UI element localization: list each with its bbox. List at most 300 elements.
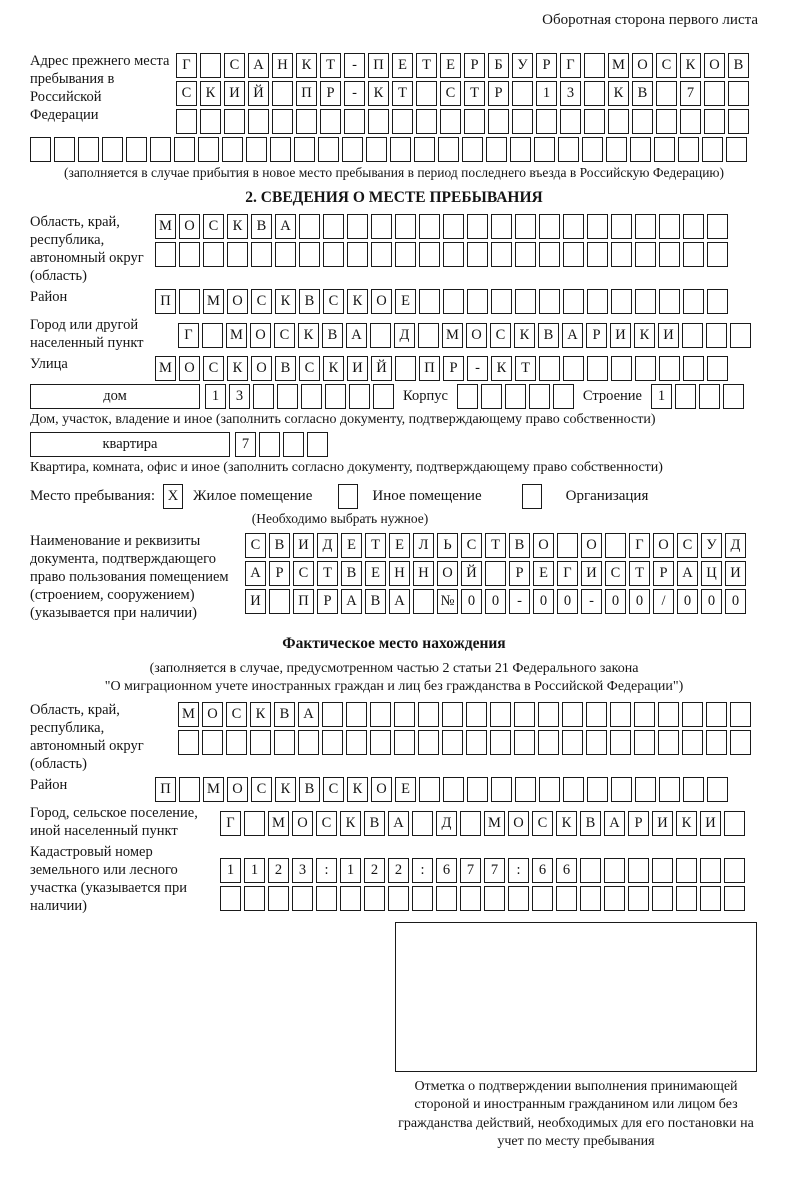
char-cell[interactable]: [606, 137, 627, 162]
char-cell[interactable]: [508, 886, 529, 911]
char-cell[interactable]: О: [251, 356, 272, 381]
char-cell[interactable]: [702, 137, 723, 162]
char-cell[interactable]: В: [728, 53, 749, 78]
char-cell[interactable]: [364, 886, 385, 911]
char-cell[interactable]: 3: [292, 858, 313, 883]
char-cell[interactable]: [628, 858, 649, 883]
char-cell[interactable]: [178, 730, 199, 755]
char-cell[interactable]: [652, 858, 673, 883]
char-cell[interactable]: [563, 289, 584, 314]
char-cell[interactable]: /: [653, 589, 674, 614]
char-cell[interactable]: [412, 886, 433, 911]
char-cell[interactable]: [395, 242, 416, 267]
char-cell[interactable]: С: [224, 53, 245, 78]
char-cell[interactable]: М: [268, 811, 289, 836]
char-cell[interactable]: [584, 81, 605, 106]
char-cell[interactable]: [611, 242, 632, 267]
char-cell[interactable]: Й: [248, 81, 269, 106]
char-cell[interactable]: А: [562, 323, 583, 348]
char-cell[interactable]: 1: [340, 858, 361, 883]
char-cell[interactable]: К: [676, 811, 697, 836]
char-cell[interactable]: [730, 702, 751, 727]
char-cell[interactable]: [611, 214, 632, 239]
char-cell[interactable]: В: [322, 323, 343, 348]
char-cell[interactable]: [556, 886, 577, 911]
char-cell[interactable]: [394, 702, 415, 727]
char-cell[interactable]: [325, 384, 346, 409]
char-cell[interactable]: [730, 730, 751, 755]
char-cell[interactable]: 3: [560, 81, 581, 106]
char-cell[interactable]: 0: [701, 589, 722, 614]
char-cell[interactable]: [491, 777, 512, 802]
char-cell[interactable]: В: [632, 81, 653, 106]
other-premises-checkbox[interactable]: [338, 484, 358, 509]
char-cell[interactable]: [634, 730, 655, 755]
char-cell[interactable]: О: [179, 214, 200, 239]
char-cell[interactable]: О: [292, 811, 313, 836]
char-cell[interactable]: О: [371, 289, 392, 314]
char-cell[interactable]: К: [556, 811, 577, 836]
char-cell[interactable]: С: [605, 561, 626, 586]
char-cell[interactable]: [268, 886, 289, 911]
char-cell[interactable]: [652, 886, 673, 911]
char-cell[interactable]: В: [299, 777, 320, 802]
char-cell[interactable]: И: [610, 323, 631, 348]
char-cell[interactable]: [587, 356, 608, 381]
char-cell[interactable]: Т: [392, 81, 413, 106]
char-cell[interactable]: [514, 730, 535, 755]
char-cell[interactable]: [443, 777, 464, 802]
char-cell[interactable]: О: [227, 289, 248, 314]
char-cell[interactable]: [390, 137, 411, 162]
char-cell[interactable]: [635, 289, 656, 314]
char-cell[interactable]: [563, 214, 584, 239]
house-type-box[interactable]: дом: [30, 384, 200, 409]
char-cell[interactable]: 0: [677, 589, 698, 614]
char-cell[interactable]: В: [269, 533, 290, 558]
char-cell[interactable]: Б: [488, 53, 509, 78]
char-cell[interactable]: [244, 811, 265, 836]
char-cell[interactable]: М: [608, 53, 629, 78]
char-cell[interactable]: [635, 356, 656, 381]
char-cell[interactable]: [296, 109, 317, 134]
char-cell[interactable]: В: [538, 323, 559, 348]
char-cell[interactable]: [259, 432, 280, 457]
char-cell[interactable]: Е: [533, 561, 554, 586]
char-cell[interactable]: Т: [485, 533, 506, 558]
char-cell[interactable]: [635, 777, 656, 802]
char-cell[interactable]: [586, 702, 607, 727]
char-cell[interactable]: Н: [413, 561, 434, 586]
char-cell[interactable]: К: [298, 323, 319, 348]
char-cell[interactable]: [563, 242, 584, 267]
char-cell[interactable]: [491, 214, 512, 239]
char-cell[interactable]: [563, 356, 584, 381]
char-cell[interactable]: [301, 384, 322, 409]
char-cell[interactable]: М: [442, 323, 463, 348]
char-cell[interactable]: [539, 356, 560, 381]
char-cell[interactable]: М: [203, 289, 224, 314]
char-cell[interactable]: [707, 777, 728, 802]
char-cell[interactable]: [536, 109, 557, 134]
char-cell[interactable]: [443, 289, 464, 314]
char-cell[interactable]: Р: [536, 53, 557, 78]
char-cell[interactable]: М: [178, 702, 199, 727]
char-cell[interactable]: [392, 109, 413, 134]
char-cell[interactable]: [418, 730, 439, 755]
char-cell[interactable]: 1: [651, 384, 672, 409]
char-cell[interactable]: В: [274, 702, 295, 727]
char-cell[interactable]: О: [653, 533, 674, 558]
char-cell[interactable]: [728, 81, 749, 106]
char-cell[interactable]: 1: [244, 858, 265, 883]
char-cell[interactable]: [707, 242, 728, 267]
char-cell[interactable]: [635, 214, 656, 239]
char-cell[interactable]: [724, 886, 745, 911]
char-cell[interactable]: [394, 730, 415, 755]
char-cell[interactable]: -: [509, 589, 530, 614]
char-cell[interactable]: [366, 137, 387, 162]
char-cell[interactable]: 0: [605, 589, 626, 614]
char-cell[interactable]: Е: [440, 53, 461, 78]
char-cell[interactable]: 6: [556, 858, 577, 883]
char-cell[interactable]: [532, 886, 553, 911]
char-cell[interactable]: [346, 730, 367, 755]
char-cell[interactable]: [587, 242, 608, 267]
char-cell[interactable]: [419, 289, 440, 314]
char-cell[interactable]: У: [701, 533, 722, 558]
char-cell[interactable]: [344, 109, 365, 134]
char-cell[interactable]: [659, 214, 680, 239]
char-cell[interactable]: А: [346, 323, 367, 348]
char-cell[interactable]: [553, 384, 574, 409]
char-cell[interactable]: [316, 886, 337, 911]
char-cell[interactable]: [412, 811, 433, 836]
char-cell[interactable]: [126, 137, 147, 162]
char-cell[interactable]: [610, 702, 631, 727]
char-cell[interactable]: И: [245, 589, 266, 614]
char-cell[interactable]: А: [298, 702, 319, 727]
char-cell[interactable]: [604, 886, 625, 911]
char-cell[interactable]: Е: [389, 533, 410, 558]
char-cell[interactable]: [587, 214, 608, 239]
char-cell[interactable]: [346, 702, 367, 727]
char-cell[interactable]: [176, 109, 197, 134]
char-cell[interactable]: К: [250, 702, 271, 727]
char-cell[interactable]: П: [368, 53, 389, 78]
char-cell[interactable]: [654, 137, 675, 162]
char-cell[interactable]: [658, 730, 679, 755]
char-cell[interactable]: 0: [461, 589, 482, 614]
char-cell[interactable]: О: [179, 356, 200, 381]
char-cell[interactable]: [202, 730, 223, 755]
char-cell[interactable]: М: [226, 323, 247, 348]
char-cell[interactable]: А: [604, 811, 625, 836]
char-cell[interactable]: 0: [629, 589, 650, 614]
char-cell[interactable]: [730, 323, 751, 348]
char-cell[interactable]: [294, 137, 315, 162]
char-cell[interactable]: [224, 109, 245, 134]
char-cell[interactable]: А: [388, 811, 409, 836]
char-cell[interactable]: У: [512, 53, 533, 78]
char-cell[interactable]: 2: [388, 858, 409, 883]
char-cell[interactable]: С: [203, 214, 224, 239]
char-cell[interactable]: [587, 289, 608, 314]
char-cell[interactable]: [373, 384, 394, 409]
char-cell[interactable]: [700, 858, 721, 883]
char-cell[interactable]: Р: [317, 589, 338, 614]
char-cell[interactable]: [632, 109, 653, 134]
char-cell[interactable]: Д: [394, 323, 415, 348]
char-cell[interactable]: [253, 384, 274, 409]
char-cell[interactable]: [656, 81, 677, 106]
char-cell[interactable]: [682, 323, 703, 348]
char-cell[interactable]: Е: [341, 533, 362, 558]
char-cell[interactable]: [724, 811, 745, 836]
char-cell[interactable]: [174, 137, 195, 162]
char-cell[interactable]: К: [296, 53, 317, 78]
char-cell[interactable]: :: [316, 858, 337, 883]
char-cell[interactable]: [457, 384, 478, 409]
char-cell[interactable]: [395, 214, 416, 239]
char-cell[interactable]: [728, 109, 749, 134]
char-cell[interactable]: 6: [436, 858, 457, 883]
char-cell[interactable]: [318, 137, 339, 162]
char-cell[interactable]: М: [155, 356, 176, 381]
char-cell[interactable]: Т: [317, 561, 338, 586]
char-cell[interactable]: И: [347, 356, 368, 381]
char-cell[interactable]: 0: [485, 589, 506, 614]
char-cell[interactable]: [539, 242, 560, 267]
char-cell[interactable]: О: [250, 323, 271, 348]
char-cell[interactable]: -: [467, 356, 488, 381]
char-cell[interactable]: С: [293, 561, 314, 586]
char-cell[interactable]: Л: [413, 533, 434, 558]
char-cell[interactable]: [414, 137, 435, 162]
char-cell[interactable]: Е: [395, 289, 416, 314]
char-cell[interactable]: К: [368, 81, 389, 106]
char-cell[interactable]: 6: [532, 858, 553, 883]
char-cell[interactable]: [529, 384, 550, 409]
char-cell[interactable]: К: [347, 289, 368, 314]
char-cell[interactable]: И: [658, 323, 679, 348]
char-cell[interactable]: [683, 242, 704, 267]
char-cell[interactable]: С: [299, 356, 320, 381]
char-cell[interactable]: О: [466, 323, 487, 348]
char-cell[interactable]: [700, 886, 721, 911]
char-cell[interactable]: [683, 356, 704, 381]
char-cell[interactable]: [347, 242, 368, 267]
char-cell[interactable]: [203, 242, 224, 267]
char-cell[interactable]: Г: [629, 533, 650, 558]
char-cell[interactable]: Е: [395, 777, 416, 802]
char-cell[interactable]: [292, 886, 313, 911]
char-cell[interactable]: С: [251, 777, 272, 802]
char-cell[interactable]: Й: [371, 356, 392, 381]
char-cell[interactable]: [270, 137, 291, 162]
char-cell[interactable]: -: [581, 589, 602, 614]
char-cell[interactable]: А: [245, 561, 266, 586]
char-cell[interactable]: А: [248, 53, 269, 78]
char-cell[interactable]: [467, 289, 488, 314]
char-cell[interactable]: [505, 384, 526, 409]
char-cell[interactable]: [514, 702, 535, 727]
char-cell[interactable]: К: [275, 289, 296, 314]
char-cell[interactable]: 0: [725, 589, 746, 614]
char-cell[interactable]: Г: [557, 561, 578, 586]
char-cell[interactable]: [584, 109, 605, 134]
char-cell[interactable]: Р: [488, 81, 509, 106]
char-cell[interactable]: 7: [484, 858, 505, 883]
char-cell[interactable]: В: [299, 289, 320, 314]
char-cell[interactable]: [682, 702, 703, 727]
char-cell[interactable]: 2: [364, 858, 385, 883]
char-cell[interactable]: [724, 858, 745, 883]
char-cell[interactable]: [322, 730, 343, 755]
char-cell[interactable]: [560, 109, 581, 134]
char-cell[interactable]: [220, 886, 241, 911]
char-cell[interactable]: [275, 242, 296, 267]
char-cell[interactable]: М: [484, 811, 505, 836]
char-cell[interactable]: [491, 242, 512, 267]
char-cell[interactable]: [515, 214, 536, 239]
char-cell[interactable]: [515, 777, 536, 802]
char-cell[interactable]: С: [461, 533, 482, 558]
char-cell[interactable]: [682, 730, 703, 755]
char-cell[interactable]: Ц: [701, 561, 722, 586]
char-cell[interactable]: 7: [680, 81, 701, 106]
char-cell[interactable]: [512, 109, 533, 134]
char-cell[interactable]: С: [251, 289, 272, 314]
char-cell[interactable]: 2: [268, 858, 289, 883]
char-cell[interactable]: [563, 777, 584, 802]
char-cell[interactable]: [299, 214, 320, 239]
char-cell[interactable]: 7: [460, 858, 481, 883]
char-cell[interactable]: С: [677, 533, 698, 558]
char-cell[interactable]: [515, 242, 536, 267]
char-cell[interactable]: Р: [464, 53, 485, 78]
char-cell[interactable]: [658, 702, 679, 727]
char-cell[interactable]: С: [323, 289, 344, 314]
char-cell[interactable]: [54, 137, 75, 162]
char-cell[interactable]: В: [509, 533, 530, 558]
char-cell[interactable]: [272, 81, 293, 106]
char-cell[interactable]: И: [224, 81, 245, 106]
char-cell[interactable]: [630, 137, 651, 162]
char-cell[interactable]: И: [293, 533, 314, 558]
char-cell[interactable]: [634, 702, 655, 727]
char-cell[interactable]: 0: [557, 589, 578, 614]
char-cell[interactable]: И: [581, 561, 602, 586]
char-cell[interactable]: Е: [392, 53, 413, 78]
char-cell[interactable]: С: [316, 811, 337, 836]
char-cell[interactable]: [707, 214, 728, 239]
char-cell[interactable]: [723, 384, 744, 409]
char-cell[interactable]: [628, 886, 649, 911]
char-cell[interactable]: С: [274, 323, 295, 348]
char-cell[interactable]: С: [245, 533, 266, 558]
char-cell[interactable]: С: [440, 81, 461, 106]
char-cell[interactable]: [676, 858, 697, 883]
char-cell[interactable]: К: [608, 81, 629, 106]
char-cell[interactable]: П: [293, 589, 314, 614]
char-cell[interactable]: С: [176, 81, 197, 106]
char-cell[interactable]: [467, 777, 488, 802]
char-cell[interactable]: [307, 432, 328, 457]
char-cell[interactable]: [436, 886, 457, 911]
char-cell[interactable]: 1: [205, 384, 226, 409]
char-cell[interactable]: [706, 323, 727, 348]
char-cell[interactable]: Г: [560, 53, 581, 78]
char-cell[interactable]: А: [341, 589, 362, 614]
char-cell[interactable]: Т: [515, 356, 536, 381]
char-cell[interactable]: [608, 109, 629, 134]
char-cell[interactable]: [460, 886, 481, 911]
char-cell[interactable]: К: [227, 214, 248, 239]
char-cell[interactable]: А: [275, 214, 296, 239]
char-cell[interactable]: К: [340, 811, 361, 836]
char-cell[interactable]: О: [202, 702, 223, 727]
char-cell[interactable]: Р: [443, 356, 464, 381]
char-cell[interactable]: [395, 356, 416, 381]
char-cell[interactable]: [342, 137, 363, 162]
char-cell[interactable]: [486, 137, 507, 162]
char-cell[interactable]: П: [155, 289, 176, 314]
char-cell[interactable]: Т: [464, 81, 485, 106]
char-cell[interactable]: [250, 730, 271, 755]
char-cell[interactable]: [604, 858, 625, 883]
char-cell[interactable]: [274, 730, 295, 755]
char-cell[interactable]: [466, 702, 487, 727]
char-cell[interactable]: [659, 289, 680, 314]
char-cell[interactable]: К: [347, 777, 368, 802]
char-cell[interactable]: [269, 589, 290, 614]
char-cell[interactable]: И: [652, 811, 673, 836]
char-cell[interactable]: [611, 289, 632, 314]
char-cell[interactable]: :: [508, 858, 529, 883]
char-cell[interactable]: [605, 533, 626, 558]
char-cell[interactable]: Т: [320, 53, 341, 78]
char-cell[interactable]: И: [725, 561, 746, 586]
char-cell[interactable]: К: [275, 777, 296, 802]
char-cell[interactable]: [418, 702, 439, 727]
char-cell[interactable]: [707, 289, 728, 314]
char-cell[interactable]: [371, 242, 392, 267]
char-cell[interactable]: [320, 109, 341, 134]
char-cell[interactable]: [488, 109, 509, 134]
char-cell[interactable]: [413, 589, 434, 614]
char-cell[interactable]: [538, 730, 559, 755]
apartment-type-box[interactable]: квартира: [30, 432, 230, 457]
char-cell[interactable]: [416, 109, 437, 134]
char-cell[interactable]: [683, 777, 704, 802]
char-cell[interactable]: Д: [725, 533, 746, 558]
char-cell[interactable]: [419, 777, 440, 802]
char-cell[interactable]: [150, 137, 171, 162]
char-cell[interactable]: [539, 214, 560, 239]
char-cell[interactable]: О: [533, 533, 554, 558]
char-cell[interactable]: [539, 777, 560, 802]
char-cell[interactable]: Т: [416, 53, 437, 78]
char-cell[interactable]: №: [437, 589, 458, 614]
char-cell[interactable]: [584, 53, 605, 78]
char-cell[interactable]: В: [341, 561, 362, 586]
char-cell[interactable]: [659, 242, 680, 267]
char-cell[interactable]: 7: [235, 432, 256, 457]
char-cell[interactable]: [610, 730, 631, 755]
char-cell[interactable]: [704, 109, 725, 134]
char-cell[interactable]: [442, 702, 463, 727]
